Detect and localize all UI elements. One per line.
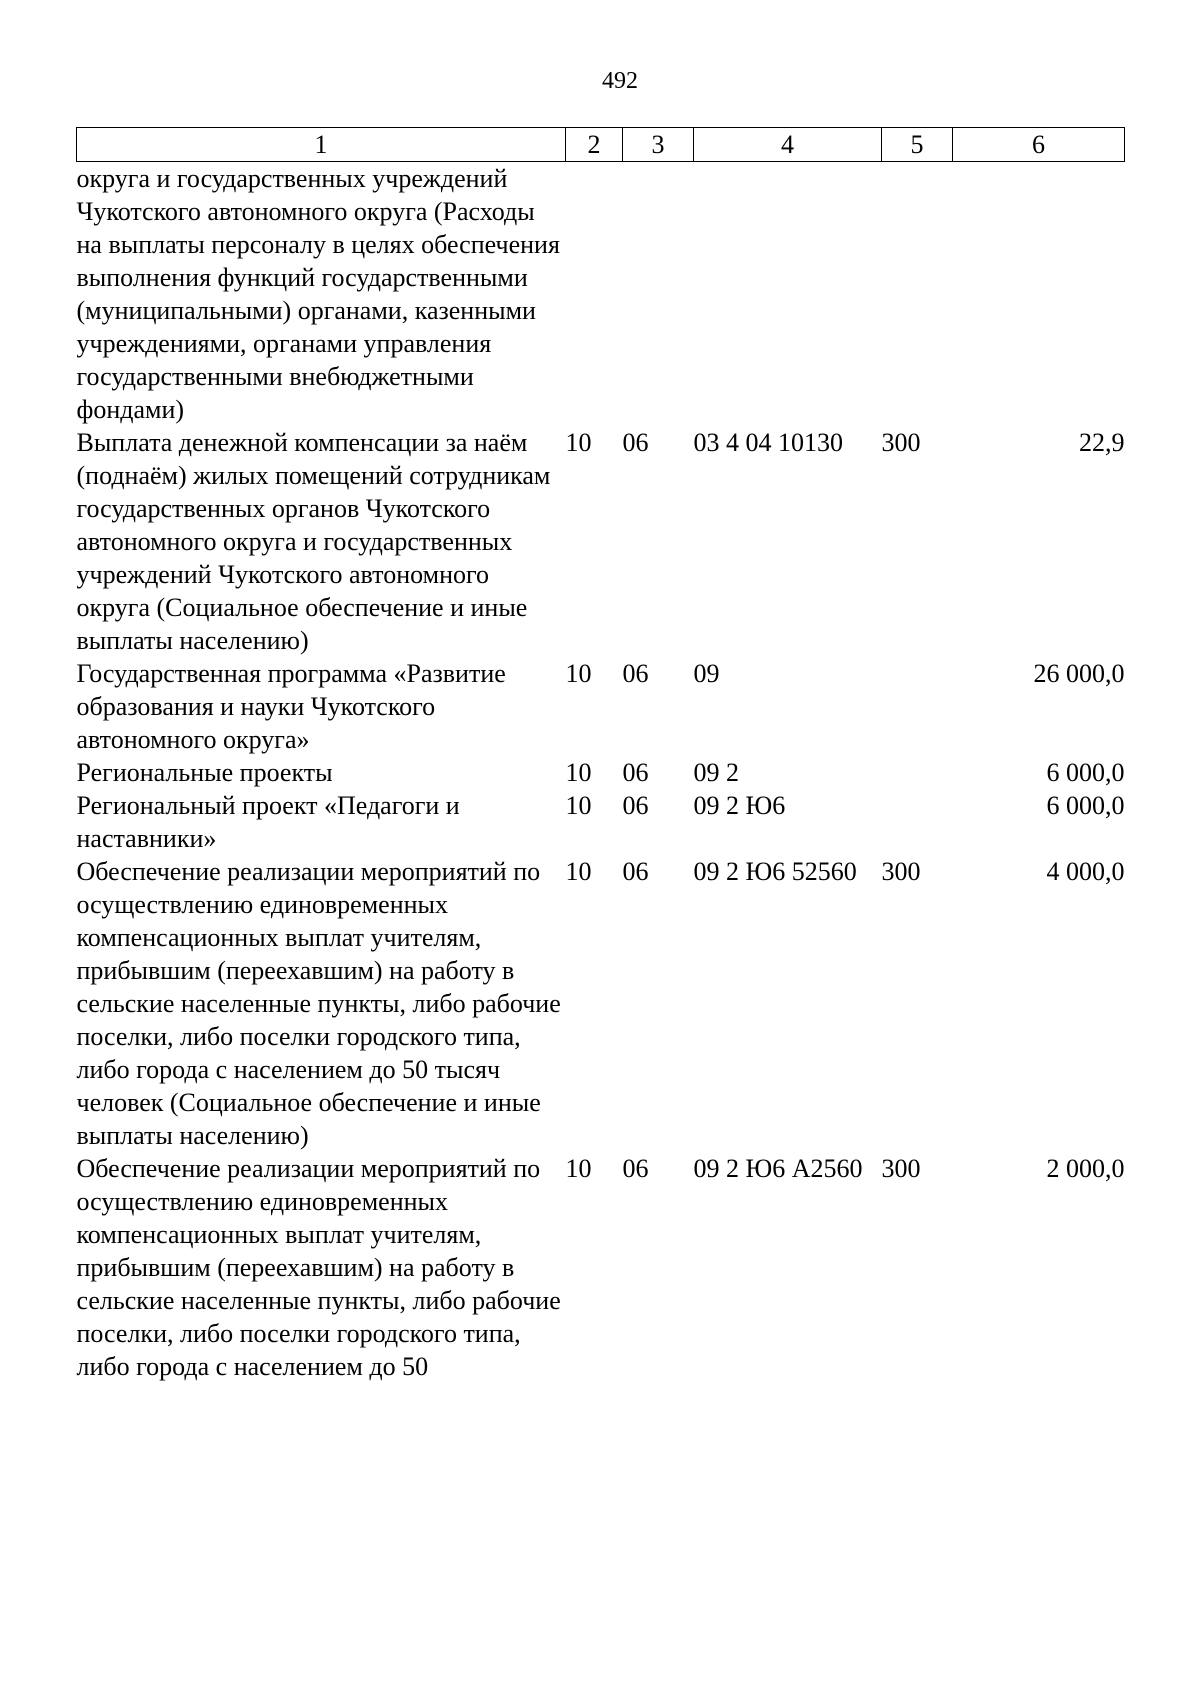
row-target-article xyxy=(694,162,882,427)
row-section: 10 xyxy=(565,1154,592,1183)
row-expense-type xyxy=(882,756,953,789)
row-amount: 6 000,0 xyxy=(1046,758,1125,787)
row-target-article: 03 4 04 10130 xyxy=(693,428,843,457)
row-description: Региональные проекты xyxy=(76,758,333,787)
row-expense-type xyxy=(882,162,953,427)
row-target-article: 09 2 Ю6 52560 xyxy=(693,857,857,886)
table-row xyxy=(77,657,1125,756)
table-row xyxy=(77,426,1125,657)
table-row xyxy=(77,855,1125,1152)
budget-table xyxy=(76,127,1125,1383)
header-col-6: 6 xyxy=(953,128,1125,162)
row-section xyxy=(566,162,623,427)
table-row xyxy=(77,162,1125,427)
row-amount: 26 000,0 xyxy=(1033,659,1125,688)
row-amount: 22,9 xyxy=(1079,428,1125,457)
row-target-article: 09 xyxy=(693,659,720,688)
header-col-4: 4 xyxy=(694,128,882,162)
row-section: 10 xyxy=(565,428,592,457)
row-expense-type xyxy=(882,789,953,855)
header-col-1: 1 xyxy=(77,128,566,162)
row-expense-type: 300 xyxy=(881,428,921,457)
row-target-article: 09 2 xyxy=(693,758,739,787)
row-section: 10 xyxy=(565,659,592,688)
row-amount: 2 000,0 xyxy=(1046,1154,1125,1183)
header-col-2: 2 xyxy=(566,128,623,162)
table-header-row xyxy=(77,128,1125,162)
table-row xyxy=(77,789,1125,855)
row-section: 10 xyxy=(565,791,592,820)
row-target-article: 09 2 Ю6 xyxy=(693,791,786,820)
table-row xyxy=(77,1152,1125,1383)
row-description: Обеспечение реализации мероприятий по осуществлению единовременных компенсационных выплат учителям, прибывшим (переехавшим) на работу в сельские населенные пункты, либо рабочие поселки, либо поселки городского типа, либо города с населением до 50 xyxy=(76,1154,561,1381)
row-expense-type: 300 xyxy=(881,1154,921,1183)
row-subsection: 06 xyxy=(622,857,649,886)
row-subsection: 06 xyxy=(622,659,649,688)
row-section: 10 xyxy=(565,758,592,787)
row-subsection: 06 xyxy=(622,758,649,787)
row-subsection: 06 xyxy=(622,1154,649,1183)
row-description: Государственная программа «Развитие образования и науки Чукотского автономного округа» xyxy=(76,659,506,754)
row-expense-type xyxy=(882,657,953,756)
row-subsection: 06 xyxy=(622,791,649,820)
row-subsection: 06 xyxy=(622,428,649,457)
row-subsection xyxy=(623,162,694,427)
row-description: округа и государственных учреждений Чукотского автономного округа (Расходы на выплаты персоналу в целях обеспечения выполнения функций государственными (муниципальными) органами, казенными учреждениями, органами управления государственными внебюджетными фондами) xyxy=(76,164,560,424)
table-row xyxy=(77,756,1125,789)
row-expense-type: 300 xyxy=(881,857,921,886)
header-col-3: 3 xyxy=(623,128,694,162)
row-section: 10 xyxy=(565,857,592,886)
row-amount xyxy=(953,162,1125,427)
header-col-5: 5 xyxy=(882,128,953,162)
page-number: 492 xyxy=(602,68,638,94)
row-amount: 6 000,0 xyxy=(1046,791,1125,820)
row-description: Выплата денежной компенсации за наём (поднаём) жилых помещений сотрудникам государственных органов Чукотского автономного округа и государственных учреждений Чукотского автономного округа (Социальное обеспечение и иные выплаты населению) xyxy=(76,428,551,655)
row-description: Региональный проект «Педагоги и наставники» xyxy=(76,791,460,853)
row-amount: 4 000,0 xyxy=(1046,857,1125,886)
row-description: Обеспечение реализации мероприятий по осуществлению единовременных компенсационных выплат учителям, прибывшим (переехавшим) на работу в сельские населенные пункты, либо рабочие поселки, либо поселки городского типа, либо города с населением до 50 тысяч человек (Социальное обеспечение и иные выплаты населению) xyxy=(76,857,561,1150)
row-target-article: 09 2 Ю6 А2560 xyxy=(693,1154,863,1183)
